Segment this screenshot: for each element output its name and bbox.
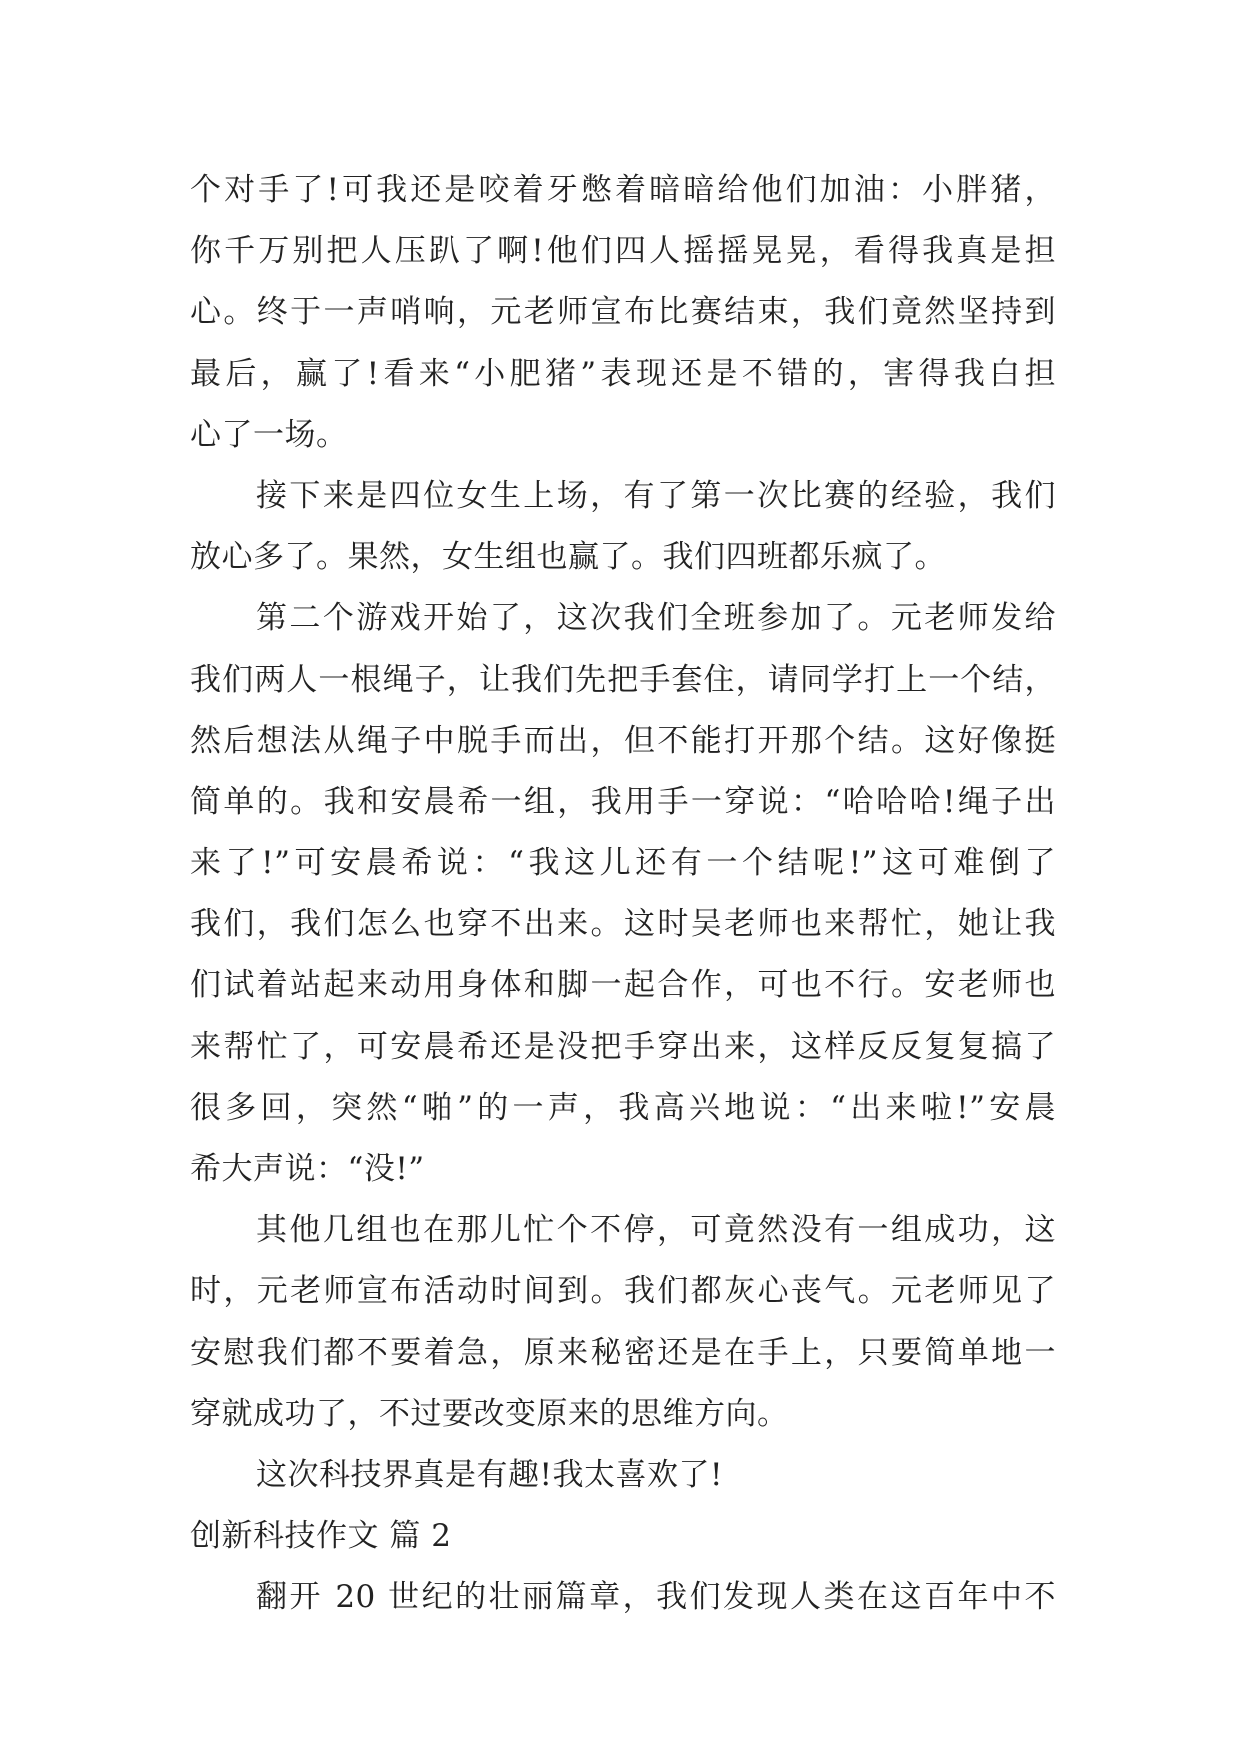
text-line: 简单的。我和安晨希一组，我用手一穿说：“哈哈哈!绳子出 xyxy=(190,783,1056,820)
text-line: 我们，我们怎么也穿不出来。这时吴老师也来帮忙，她让我 xyxy=(190,906,1056,943)
text-line: 然后想法从绳子中脱手而出，但不能打开那个结。这好像挺 xyxy=(190,722,1056,759)
text-line: 穿就成功了，不过要改变原来的思维方向。 xyxy=(190,1395,789,1432)
document-body xyxy=(190,160,1056,1629)
text-line: 很多回，突然“啪”的一声，我高兴地说：“出来啦!”安晨 xyxy=(190,1089,1056,1126)
text-line: 来帮忙了，可安晨希还是没把手穿出来，这样反反复复搞了 xyxy=(190,1028,1056,1065)
text-line: 我们两人一根绳子，让我们先把手套住，请同学打上一个结， xyxy=(190,661,1056,698)
text-line: 时，元老师宣布活动时间到。我们都灰心丧气。元老师见了 xyxy=(190,1273,1056,1310)
text-line: 希大声说：“没!” xyxy=(190,1151,425,1187)
text-line: 心。终于一声哨响，元老师宣布比赛结束，我们竟然坚持到 xyxy=(190,294,1056,331)
text-line: 来了!”可安晨希说：“我这儿还有一个结呢!”这可难倒了 xyxy=(190,845,1056,882)
paragraph-first-line: 接下来是四位女生上场，有了第一次比赛的经验，我们 xyxy=(256,477,1056,514)
paragraph-first-line: 翻开 20 世纪的壮丽篇章，我们发现人类在这百年中不 xyxy=(256,1579,1056,1616)
text-line: 你千万别把人压趴了啊!他们四人摇摇晃晃，看得我真是担 xyxy=(190,233,1056,270)
paragraph-first-line: 其他几组也在那儿忙个不停，可竟然没有一组成功，这 xyxy=(256,1212,1056,1249)
paragraph-first-line: 第二个游戏开始了，这次我们全班参加了。元老师发给 xyxy=(256,600,1056,637)
text-line: 安慰我们都不要着急，原来秘密还是在手上，只要简单地一 xyxy=(190,1334,1056,1371)
text-line: 们试着站起来动用身体和脚一起合作，可也不行。安老师也 xyxy=(190,967,1056,1004)
section-heading: 创新科技作文 篇 2 xyxy=(190,1518,452,1555)
paragraph-first-line: 这次科技界真是有趣!我太喜欢了! xyxy=(256,1456,723,1493)
text-line: 个对手了!可我还是咬着牙憋着暗暗给他们加油：小胖猪， xyxy=(190,172,1056,208)
text-line: 最后，赢了!看来“小肥猪”表现还是不错的，害得我白担 xyxy=(190,355,1056,392)
text-line: 心了一场。 xyxy=(190,416,348,453)
text-line: 放心多了。果然，女生组也赢了。我们四班都乐疯了。 xyxy=(190,539,946,576)
